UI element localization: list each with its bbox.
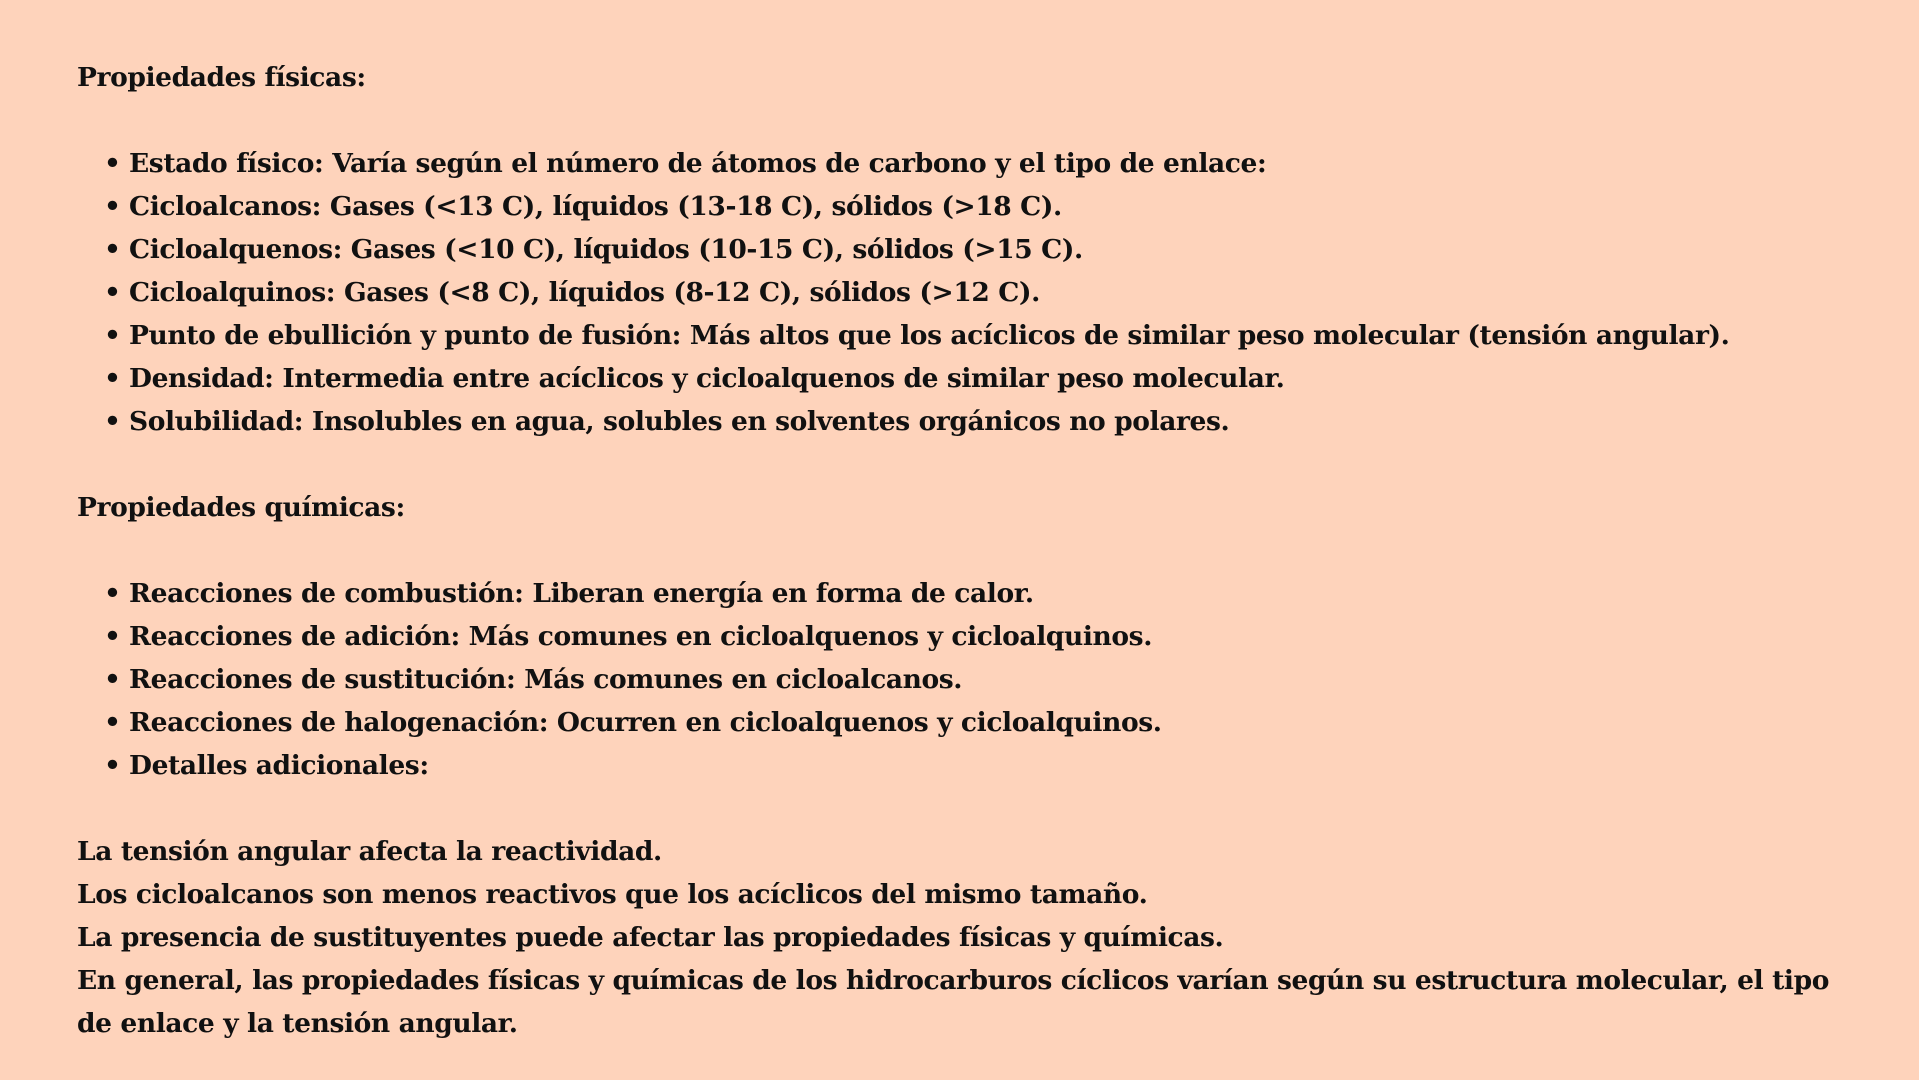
- list-item: [104, 185, 1829, 228]
- bullet-icon: •: [104, 664, 121, 695]
- chemical-properties-heading: Propiedades químicas:: [77, 492, 405, 523]
- list-item-text: Reacciones de adición: Más comunes en cicloalquenos y cicloalquinos.: [129, 621, 1153, 652]
- detail-line: Los cicloalcanos son menos reactivos que los acíclicos del mismo tamaño.: [77, 879, 1148, 910]
- bullet-icon: •: [104, 320, 121, 351]
- list-item: [104, 228, 1829, 271]
- list-item-text: Reacciones de sustitución: Más comunes en cicloalcanos.: [129, 664, 963, 695]
- bullet-icon: •: [104, 406, 121, 437]
- list-item: [104, 615, 1829, 658]
- bullet-icon: •: [104, 148, 121, 179]
- list-item: [104, 572, 1829, 615]
- list-item-text: Densidad: Intermedia entre acíclicos y cicloalquenos de similar peso molecular.: [129, 363, 1285, 394]
- list-item-text: Cicloalcanos: Gases (<13 C), líquidos (13-18 C), sólidos (>18 C).: [129, 191, 1062, 222]
- bullet-icon: •: [104, 750, 121, 781]
- list-item-text: Detalles adicionales:: [129, 750, 429, 781]
- bullet-icon: •: [104, 191, 121, 222]
- additional-details: [77, 830, 1829, 1045]
- physical-properties-list: [77, 142, 1829, 443]
- bullet-icon: •: [104, 234, 121, 265]
- list-item-text: Cicloalquenos: Gases (<10 C), líquidos (10-15 C), sólidos (>15 C).: [129, 234, 1083, 265]
- list-item: [104, 701, 1829, 744]
- list-item: [104, 271, 1829, 314]
- chemical-properties-list: [77, 572, 1829, 787]
- list-item-text: Cicloalquinos: Gases (<8 C), líquidos (8-12 C), sólidos (>12 C).: [129, 277, 1040, 308]
- list-item-text: Estado físico: Varía según el número de átomos de carbono y el tipo de enlace:: [129, 148, 1267, 179]
- list-item: [104, 400, 1829, 443]
- list-item-text: Solubilidad: Insolubles en agua, solubles en solventes orgánicos no polares.: [129, 406, 1230, 437]
- list-item: [104, 744, 1829, 787]
- physical-properties-heading: Propiedades físicas:: [77, 62, 366, 93]
- list-item: [104, 357, 1829, 400]
- list-item: [104, 658, 1829, 701]
- bullet-icon: •: [104, 707, 121, 738]
- list-item-text: Punto de ebullición y punto de fusión: Más altos que los acíclicos de similar peso molecular (tensión angular).: [129, 320, 1730, 351]
- bullet-icon: •: [104, 277, 121, 308]
- bullet-icon: •: [104, 621, 121, 652]
- list-item: [104, 314, 1829, 357]
- bullet-icon: •: [104, 363, 121, 394]
- detail-line: La tensión angular afecta la reactividad.: [77, 836, 662, 867]
- list-item: [104, 142, 1829, 185]
- bullet-icon: •: [104, 578, 121, 609]
- summary-paragraph: En general, las propiedades físicas y químicas de los hidrocarburos cíclicos varían según su estructura molecular, el tipo de enlace y la tensión angular.: [77, 965, 1829, 1039]
- detail-line: La presencia de sustituyentes puede afectar las propiedades físicas y químicas.: [77, 922, 1224, 953]
- list-item-text: Reacciones de combustión: Liberan energía en forma de calor.: [129, 578, 1034, 609]
- list-item-text: Reacciones de halogenación: Ocurren en cicloalquenos y cicloalquinos.: [129, 707, 1162, 738]
